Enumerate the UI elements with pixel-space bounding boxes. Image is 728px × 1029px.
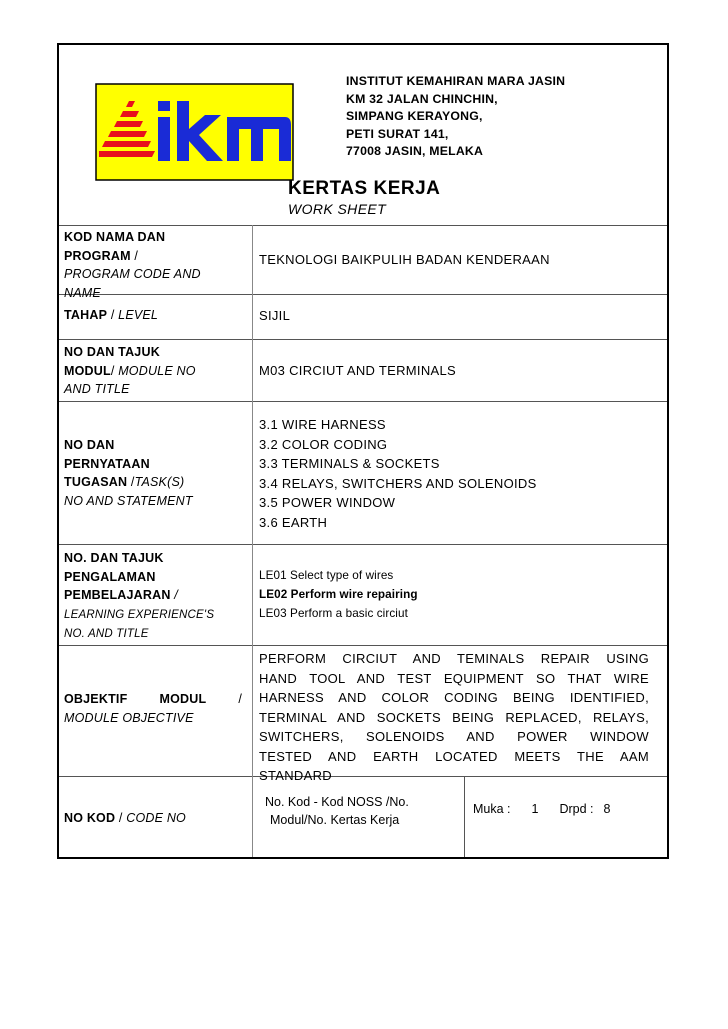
form-header bbox=[59, 45, 667, 225]
task-item: 3.4 RELAYS, SWITCHERS AND SOLENOIDS bbox=[259, 475, 537, 491]
task-item: 3.3 TERMINALS & SOCKETS bbox=[259, 456, 440, 471]
learning-item: LE01 Select type of wires bbox=[259, 569, 394, 582]
muka-value: 1 bbox=[531, 802, 539, 816]
learning-label: NO. DAN TAJUK PENGALAMAN PEMBELAJARAN / LEARNING EXPERIENCE'S NO. AND TITLE bbox=[64, 551, 215, 640]
row-divider bbox=[59, 401, 667, 402]
objective-line: HARNESS AND COLOR CODING BEING IDENTIFIED, bbox=[259, 690, 649, 705]
program-label: KOD NAMA DAN PROGRAM / PROGRAM CODE AND NAME bbox=[64, 230, 201, 300]
code-cell-divider bbox=[464, 776, 465, 857]
objective-text bbox=[259, 649, 649, 786]
objective-line: TESTED AND EARTH LOCATED MEETS THE AAM bbox=[259, 748, 649, 764]
tasks-label: NO DAN PERNYATAAN TUGASAN /TASK(S) NO AND STATEMENT bbox=[64, 438, 193, 508]
objective-line: HAND TOOL AND TEST EQUIPMENT SO THAT WIRE bbox=[259, 670, 649, 686]
document-title: KERTAS KERJA bbox=[288, 178, 441, 199]
objective-line: STANDARD bbox=[259, 768, 332, 783]
ikm-logo bbox=[95, 83, 294, 181]
address-line: KM 32 JALAN CHINCHIN, bbox=[346, 91, 498, 106]
objective-label: OBJEKTIF MODUL / MODULE OBJECTIVE bbox=[64, 692, 242, 725]
level-value: SIJIL bbox=[259, 308, 291, 323]
level-label: TAHAP / LEVEL bbox=[64, 308, 159, 322]
institution-name: INSTITUT KEMAHIRAN MARA JASIN bbox=[346, 74, 566, 88]
address-line: PETI SURAT 141, bbox=[346, 126, 449, 141]
task-item: 3.2 COLOR CODING bbox=[259, 436, 388, 452]
drpd-value: 8 bbox=[603, 802, 611, 816]
page-count bbox=[473, 800, 617, 818]
objective-line: PERFORM CIRCIUT AND TEMINALS REPAIR USING bbox=[259, 651, 649, 666]
row-divider bbox=[59, 225, 667, 226]
tasks-list bbox=[259, 415, 537, 532]
drpd-label: Drpd : bbox=[559, 802, 594, 816]
task-item: 3.1 WIRE HARNESS bbox=[259, 417, 386, 432]
learning-item: LE03 Perform a basic circiut bbox=[259, 607, 408, 620]
row-divider bbox=[59, 339, 667, 340]
worksheet-form bbox=[57, 43, 669, 859]
muka-label: Muka : bbox=[473, 802, 511, 816]
learning-list bbox=[259, 566, 418, 623]
row-divider bbox=[59, 645, 667, 646]
row-divider bbox=[59, 544, 667, 545]
module-value: M03 CIRCIUT AND TERMINALS bbox=[259, 363, 457, 378]
address-line: 77008 JASIN, MELAKA bbox=[346, 144, 484, 158]
module-label: NO DAN TAJUK MODUL/ MODULE NO AND TITLE bbox=[64, 345, 196, 396]
column-divider bbox=[252, 225, 253, 857]
learning-item: LE02 Perform wire repairing bbox=[259, 588, 418, 601]
objective-line: TERMINAL AND SOCKETS BEING REPLACED, RELAYS, bbox=[259, 709, 649, 725]
task-item: 3.5 POWER WINDOW bbox=[259, 495, 396, 510]
code-label: NO KOD / CODE NO bbox=[64, 811, 186, 825]
institution-address bbox=[346, 73, 565, 161]
task-item: 3.6 EARTH bbox=[259, 514, 328, 530]
code-noss-text: No. Kod - Kod NOSS /No. Modul/No. Kertas Kerja bbox=[265, 795, 409, 827]
address-line: SIMPANG KERAYONG, bbox=[346, 109, 483, 123]
document-subtitle: WORK SHEET bbox=[288, 201, 387, 217]
program-value: TEKNOLOGI BAIKPULIH BADAN KENDERAAN bbox=[259, 252, 550, 267]
objective-line: SWITCHERS, SOLENOIDS AND POWER WINDOW bbox=[259, 729, 649, 744]
